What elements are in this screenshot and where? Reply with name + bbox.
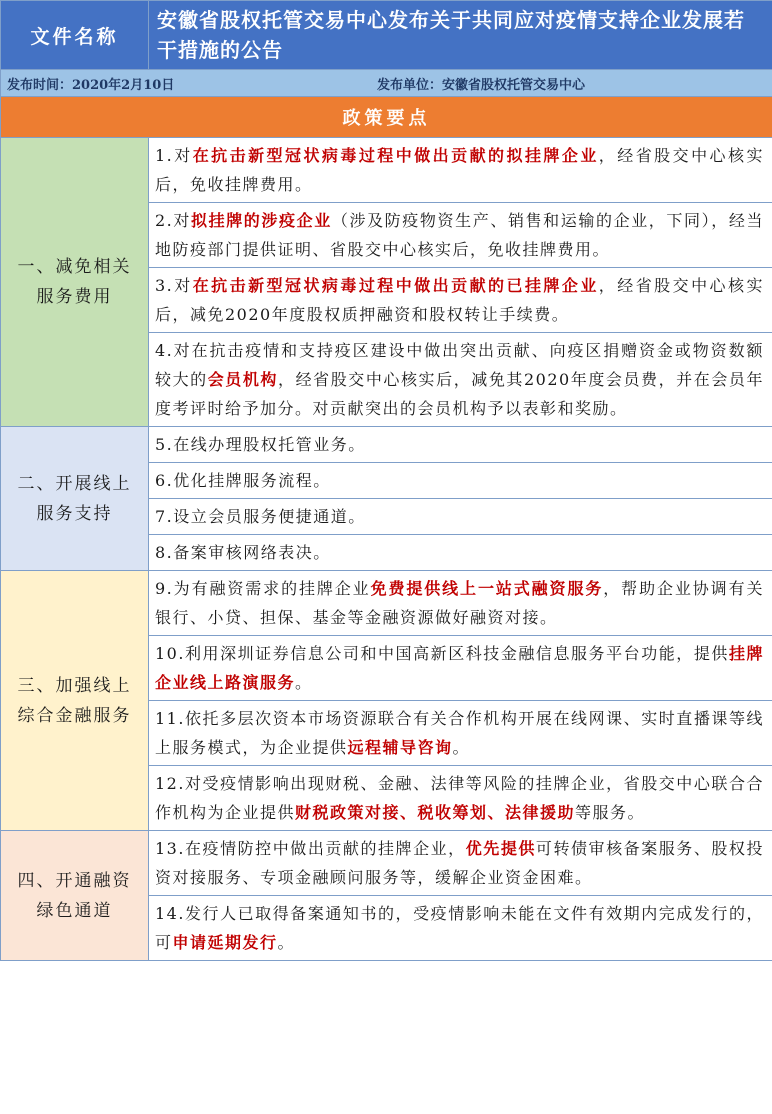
highlight-text: 申请延期发行 [172,933,278,952]
highlight-text: 在抗击新型冠状病毒过程中做出贡献的已挂牌企业 [192,276,599,295]
doc-title: 安徽省股权托管交易中心发布关于共同应对疫情支持企业发展若干措施的公告 [149,1,772,70]
highlight-text: 免费提供线上一站式融资服务 [370,579,604,598]
highlight-text: 优先提供 [465,839,536,858]
category-label: 二、开展线上服务支持 [1,427,149,571]
item-text: ，经省股交中心核实后，减免2020年度股权质押融资和股权转让手续费。 [155,276,764,324]
policy-row [1,571,772,636]
policy-item [149,571,772,636]
policy-item [149,831,772,896]
policy-item [149,701,772,766]
policy-item [149,896,772,961]
item-text: 6.优化挂牌服务流程。 [155,471,331,490]
category-label: 三、加强线上综合金融服务 [1,571,149,831]
category-label: 一、减免相关服务费用 [1,138,149,427]
item-text: ，帮助企业协调有关银行、小贷、担保、基金等金融资源做好融资对接。 [155,579,764,627]
policy-item [149,535,772,571]
policy-row [1,427,772,463]
highlight-text: 远程辅导咨询 [347,738,453,757]
policy-item [149,766,772,831]
policy-item [149,636,772,701]
policy-item [149,463,772,499]
header-row [1,1,772,70]
item-text: 3.对 [155,276,193,295]
highlight-text: 财税政策对接、税收筹划、法律援助 [295,803,576,822]
section-title-row [1,97,772,138]
item-text: 13.在疫情防控中做出贡献的挂牌企业， [155,839,466,858]
publish-time: 发布时间：2020年2月10日 [7,77,175,93]
meta-row [1,70,772,97]
item-text: 。 [295,673,313,692]
highlight-text: 拟挂牌的涉疫企业 [190,211,332,230]
item-text: 9.为有融资需求的挂牌企业 [155,579,371,598]
item-text: （涉及防疫物资生产、销售和运输的企业，下同），经当地防疫部门提供证明、省股交中心核实后，免收挂牌费用。 [155,211,764,259]
highlight-text: 会员机构 [207,370,278,389]
publisher: 发布单位：安徽省股权托管交易中心 [377,77,586,93]
item-text: 11.依托多层次资本市场资源联合有关合作机构开展在线网课、实时直播课等线上服务模式，为企业提供 [155,709,764,757]
item-text: 等服务。 [575,803,646,822]
item-text: 8.备案审核网络表决。 [155,543,331,562]
item-text: 12.对受疫情影响出现财税、金融、法律等风险的挂牌企业，省股交中心联合合作机构为企业提供 [155,774,764,822]
item-text: 7.设立会员服务便捷通道。 [155,507,366,526]
meta-container [1,74,772,93]
highlight-text: 在抗击新型冠状病毒过程中做出贡献的拟挂牌企业 [192,146,599,165]
item-text: 。 [452,738,471,757]
policy-item [149,499,772,535]
item-text: ，经省股交中心核实后，减免其2020年度会员费，并在会员年度考评时给予加分。对贡献突出的会员机构予以表彰和奖励。 [155,370,764,418]
item-text: 10.利用深圳证券信息公司和中国高新区科技金融信息服务平台功能，提供 [155,644,729,663]
item-text: 5.在线办理股权托管业务。 [155,435,366,454]
policy-item [149,268,772,333]
policy-row [1,138,772,203]
section-title: 政策要点 [1,97,772,138]
item-text: 4.对在抗击疫情和支持疫区建设中做出突出贡献、向疫区捐赠资金或物资数额较大的 [155,341,764,389]
item-text: 1.对 [155,146,193,165]
category-label: 四、开通融资绿色通道 [1,831,149,961]
highlight-text: 挂牌企业线上路演服务 [155,644,764,692]
item-text: 可转债审核备案服务、股权投资对接服务、专项金融顾问服务等，缓解企业资金困难。 [155,839,764,887]
item-text: 。 [277,933,296,952]
doc-name-label: 文件名称 [1,1,149,70]
item-text: 2.对 [155,211,191,230]
item-text: ，经省股交中心核实后，免收挂牌费用。 [155,146,764,194]
policy-item [149,203,772,268]
policy-item [149,427,772,463]
policy-row [1,831,772,896]
policy-item [149,333,772,427]
item-text: 14.发行人已取得备案通知书的，受疫情影响未能在文件有效期内完成发行的，可 [155,904,764,952]
policy-item [149,138,772,203]
